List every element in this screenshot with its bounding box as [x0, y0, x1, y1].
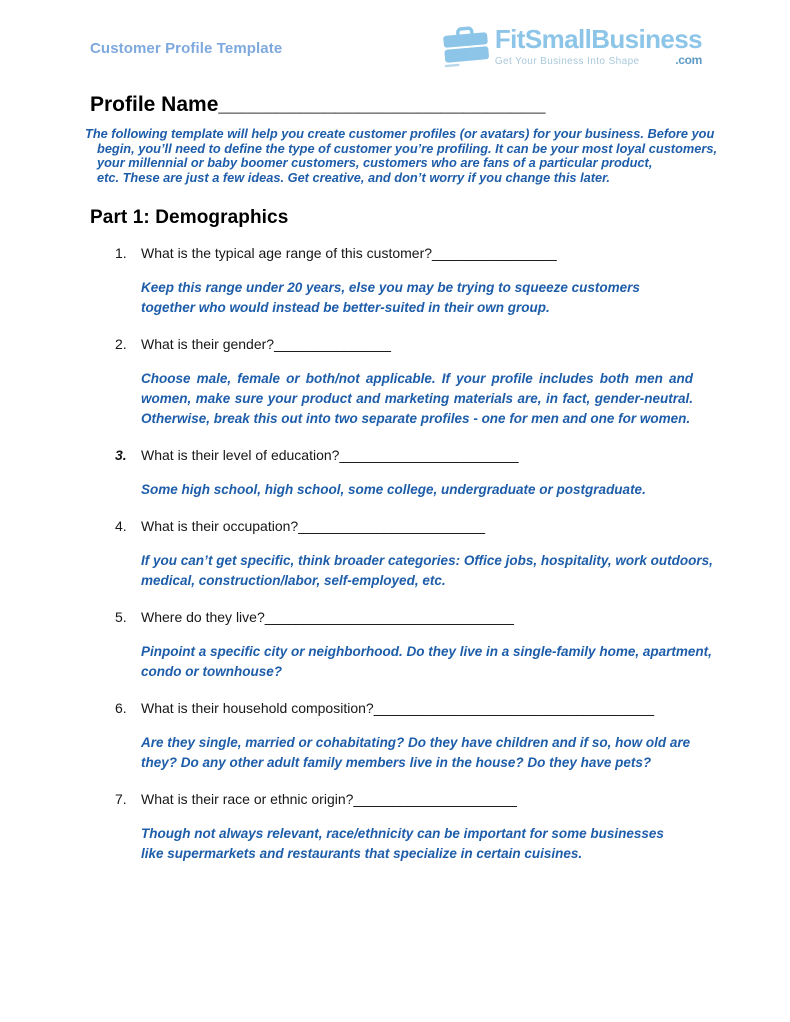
- question-item: [115, 609, 790, 682]
- note-line: Pinpoint a specific city or neighborhood. Do they live in a single-family home, apartment,: [141, 644, 712, 659]
- question-text: What is their gender?: [141, 336, 275, 352]
- question-number: 1.: [115, 245, 127, 261]
- question-note: [141, 278, 693, 318]
- question-blank-line: ________________________________: [264, 609, 514, 625]
- logo-text: [495, 26, 702, 67]
- note-line: Keep this range under 20 years, else you may be trying to squeeze customers: [141, 280, 640, 295]
- note-line: Though not always relevant, race/ethnicity can be important for some businesses: [141, 826, 664, 841]
- question-number: 7.: [115, 791, 127, 807]
- note-line: Are they single, married or cohabitating? Do they have children and if so, how old are: [141, 735, 691, 750]
- intro-line: The following template will help you create customer profiles (or avatars) for your business. Before you: [85, 126, 715, 141]
- question-item: [115, 336, 790, 429]
- doc-header-title: Customer Profile Template: [90, 40, 283, 57]
- question-number: 4.: [115, 518, 127, 534]
- intro-line: your millennial or baby boomer customers, customers who are fans of a particular product,: [97, 155, 653, 170]
- question-line: [115, 791, 790, 808]
- question-note: [141, 642, 712, 682]
- page-title: [90, 93, 790, 117]
- question-blank-line: _____________________: [353, 791, 517, 807]
- question-item: [115, 518, 790, 591]
- question-number: 6.: [115, 700, 127, 716]
- logo-domain-suffix: .com: [675, 53, 702, 67]
- note-line: together who would instead be better-suited in their own group.: [141, 300, 550, 315]
- question-blank-line: ________________: [432, 245, 557, 261]
- question-text: What is their household composition?: [141, 700, 374, 716]
- note-line: they? Do any other adult family members live in the house? Do they have pets?: [141, 755, 652, 770]
- note-line: like supermarkets and restaurants that specialize in certain cuisines.: [141, 846, 583, 861]
- briefcase-icon: [443, 26, 489, 66]
- intro-paragraph: [85, 127, 735, 185]
- question-line: [115, 609, 790, 626]
- document-header: [90, 26, 702, 67]
- question-blank-line: ________________________: [298, 518, 486, 534]
- question-line: [115, 447, 790, 464]
- question-note: [141, 551, 713, 591]
- page-title-blank-line: ____________________________: [218, 93, 546, 116]
- question-text: What is the typical age range of this customer?: [141, 245, 433, 261]
- question-number: 3.: [115, 447, 127, 463]
- question-note: [141, 480, 693, 500]
- note-line: condo or townhouse?: [141, 664, 282, 679]
- logo-brand-text: FitSmallBusiness: [494, 24, 702, 54]
- question-number: 2.: [115, 336, 127, 352]
- question-text: Where do they live?: [141, 609, 265, 625]
- note-line: women, make sure your product and marketing materials are, in fact, gender-neutral.: [141, 391, 693, 406]
- note-line: Choose male, female or both/not applicable. If your profile includes both men and: [141, 371, 693, 386]
- logo-subrow: [495, 53, 702, 67]
- logo-tagline: Get Your Business Into Shape: [494, 56, 640, 67]
- question-blank-line: _______________: [274, 336, 391, 352]
- question-line: [115, 518, 790, 535]
- question-item: [115, 447, 790, 500]
- intro-line: etc. These are just a few ideas. Get creative, and don’t worry if you change this later.: [97, 169, 610, 185]
- question-line: [115, 336, 790, 353]
- question-item: [115, 245, 790, 318]
- question-blank-line: _______________________: [339, 447, 519, 463]
- question-text: What is their level of education?: [141, 447, 340, 463]
- question-blank-line: ____________________________________: [373, 700, 654, 716]
- question-item: [115, 791, 790, 864]
- page-title-label: Profile Name: [90, 93, 219, 116]
- question-line: [115, 700, 790, 717]
- note-line: If you can’t get specific, think broader categories: Office jobs, hospitality, work outdoors,: [141, 553, 713, 568]
- note-line: Some high school, high school, some college, undergraduate or postgraduate.: [141, 482, 646, 497]
- question-text: What is their race or ethnic origin?: [141, 791, 354, 807]
- note-line: medical, construction/labor, self-employed, etc.: [141, 573, 446, 588]
- note-line: Otherwise, break this out into two separate profiles - one for men and one for women.: [141, 411, 691, 426]
- question-text: What is their occupation?: [141, 518, 299, 534]
- question-item: [115, 700, 790, 773]
- question-list: [115, 245, 790, 864]
- section-heading: Part 1: Demographics: [90, 207, 289, 228]
- question-line: [115, 245, 790, 262]
- question-note: [141, 733, 693, 773]
- intro-line: begin, you’ll need to define the type of customer you’re profiling. It can be your most loyal customers,: [97, 140, 718, 156]
- brand-logo: [443, 26, 702, 67]
- question-note: [141, 824, 693, 864]
- question-number: 5.: [115, 609, 127, 625]
- question-note: [141, 369, 693, 429]
